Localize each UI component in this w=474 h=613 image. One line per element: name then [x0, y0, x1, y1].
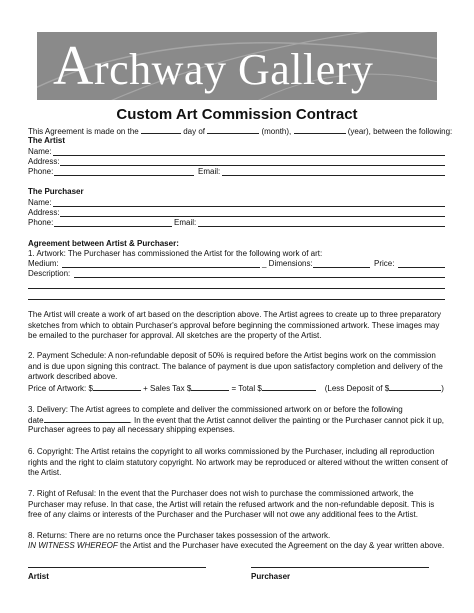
year-blank[interactable]: [294, 126, 346, 134]
copyright-paragraph: 6. Copyright: The Artist retains the copyright to all works commissioned by the Purchaser, including all reproduction rights and the right to claim statutory copyright. No artwork may be reproduced or altered without the written consent of the Artist.: [28, 447, 448, 477]
description-field-1[interactable]: [74, 277, 445, 278]
returns-line: 8. Returns: There are no returns once the Purchaser takes possession of the artwork.: [28, 531, 331, 540]
purchaser-heading: The Purchaser: [28, 187, 84, 196]
total-blank[interactable]: [262, 383, 316, 391]
day-blank[interactable]: [141, 126, 181, 134]
price-field[interactable]: [398, 267, 445, 268]
purchaser-name-field[interactable]: [53, 206, 445, 207]
purchaser-signature-line[interactable]: [251, 567, 429, 568]
deposit-blank[interactable]: [389, 383, 441, 391]
artist-name-label: Name:: [28, 147, 52, 156]
purchaser-address-field[interactable]: [60, 216, 445, 217]
delivery-date-blank[interactable]: [44, 415, 130, 423]
artist-phone-field[interactable]: [54, 175, 194, 176]
payment-schedule-paragraph: 2. Payment Schedule: A non-refundable deposit of 50% is required before the Artist begins work on the commission and is due upon signing this contract. The balance of payment is due upon satisfactory completion and delivery of the artwork described above.: [28, 351, 443, 381]
artist-address-label: Address:: [28, 157, 60, 166]
gallery-logo-text: Archway Gallery: [53, 35, 374, 97]
sales-tax-blank[interactable]: [191, 383, 229, 391]
document-title: Custom Art Commission Contract: [116, 106, 358, 123]
price-calculation-line: Price of Artwork: $ + Sales Tax $ = Total $ (Less Deposit of $ ): [28, 384, 444, 393]
delivery-line-3: Purchaser agrees to pay all necessary shipping expenses.: [28, 425, 235, 434]
gallery-banner: [37, 32, 437, 100]
purchaser-email-field[interactable]: [198, 226, 445, 227]
delivery-line-2: date . In the event that the Artist cannot deliver the painting or the Purchaser cannot pick it up,: [28, 416, 444, 425]
purchaser-email-label: Email:: [174, 218, 197, 227]
artist-heading: The Artist: [28, 136, 66, 145]
intro-line: This Agreement is made on the day of (month), (year), between the following:: [28, 127, 453, 136]
artwork-line: 1. Artwork: The Purchaser has commissioned the Artist for the following work of art:: [28, 249, 323, 258]
artist-email-field[interactable]: [222, 175, 445, 176]
delivery-line-1: 3. Delivery: The Artist agrees to complete and deliver the commissioned artwork on or before the following: [28, 405, 403, 414]
dimensions-field[interactable]: [313, 267, 370, 268]
purchaser-address-label: Address:: [28, 208, 60, 217]
artist-address-field[interactable]: [60, 165, 445, 166]
medium-label: Medium:: [28, 259, 59, 268]
artist-create-paragraph: The Artist will create a work of art based on the description above. The Artist agrees to create up to three preparatory sketches from which to obtain Purchaser's approval before beginning the commissioned artwork. These images may be emailed to the purchaser for approval. All sketches are the property of the Artist.: [28, 310, 441, 340]
description-field-3[interactable]: [28, 299, 445, 300]
description-label: Description:: [28, 269, 71, 278]
description-field-2[interactable]: [28, 288, 445, 289]
artist-phone-label: Phone:: [28, 167, 54, 176]
purchaser-phone-label: Phone:: [28, 218, 54, 227]
artist-signature-line[interactable]: [28, 567, 206, 568]
purchaser-phone-field[interactable]: [54, 226, 172, 227]
medium-field[interactable]: [62, 267, 260, 268]
artwork-price-blank[interactable]: [93, 383, 141, 391]
agreement-heading: Agreement between Artist & Purchaser:: [28, 239, 179, 248]
purchaser-name-label: Name:: [28, 198, 52, 207]
artist-email-label: Email:: [198, 167, 221, 176]
artist-signature-label: Artist: [28, 572, 49, 581]
artist-name-field[interactable]: [53, 155, 445, 156]
month-blank[interactable]: [207, 126, 259, 134]
purchaser-signature-label: Purchaser: [251, 572, 291, 581]
refusal-paragraph: 7. Right of Refusal: In the event that the Purchaser does not wish to purchase the commissioned artwork, the Purchaser may refuse. In that case, the Artist will retain the refused artwork and the non-refundable deposit. This is free of any claims or interests of the Purchaser and the Purchaser will not owe any additional fees to the Artist.: [28, 489, 435, 519]
witness-line: IN WITNESS WHEREOF the Artist and the Purchaser have executed the Agreement on the day & year written above.: [28, 541, 445, 550]
price-label: Price:: [374, 259, 395, 268]
dimensions-label: _ Dimensions:: [262, 259, 313, 268]
